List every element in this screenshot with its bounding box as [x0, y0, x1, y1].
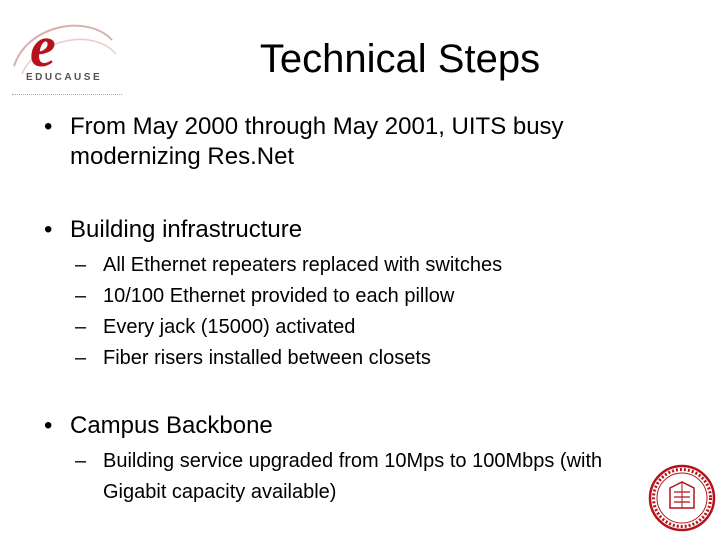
sub-bullet-text: Every jack (15000) activated — [103, 316, 356, 338]
sub-bullet-dash: – — [75, 254, 87, 276]
sub-bullet-dash: – — [75, 450, 87, 472]
bullet-text: From May 2000 through May 2001, UITS busy modernizing Res.Net — [70, 113, 564, 170]
logo-tagline-rule — [12, 94, 122, 95]
sub-bullet-dash: – — [75, 285, 87, 307]
bullet-item — [44, 112, 674, 172]
sub-bullet-text: Fiber risers installed between closets — [103, 347, 431, 369]
sub-bullet-text: 10/100 Ethernet provided to each pillow — [103, 285, 455, 307]
sub-bullet-dash: – — [75, 316, 87, 338]
sub-bullet-item — [75, 250, 675, 281]
bullet-item — [44, 215, 674, 245]
bullet-dot: • — [44, 216, 53, 243]
bullet-text: Campus Backbone — [70, 412, 273, 439]
bullet-text: Building infrastructure — [70, 216, 303, 243]
bullet-item — [44, 411, 674, 441]
sub-bullet-dash: – — [75, 347, 87, 369]
sub-bullet-item — [75, 281, 675, 312]
bullet-dot: • — [44, 113, 53, 140]
sub-bullet-item — [75, 343, 675, 374]
slide-title: Technical Steps — [259, 37, 541, 81]
logo-wordmark: EDUCAUSE — [26, 72, 103, 83]
sub-bullet-text: Building service upgraded from 10Mps to 100Mbps (with Gigabit capacity available) — [103, 450, 603, 503]
sub-bullet-item — [75, 446, 655, 508]
sub-bullet-item — [75, 312, 675, 343]
sub-bullet-text: All Ethernet repeaters replaced with switches — [103, 254, 503, 276]
university-seal-icon — [648, 464, 716, 532]
bullet-dot: • — [44, 412, 53, 439]
logo-mark: e — [30, 14, 56, 79]
